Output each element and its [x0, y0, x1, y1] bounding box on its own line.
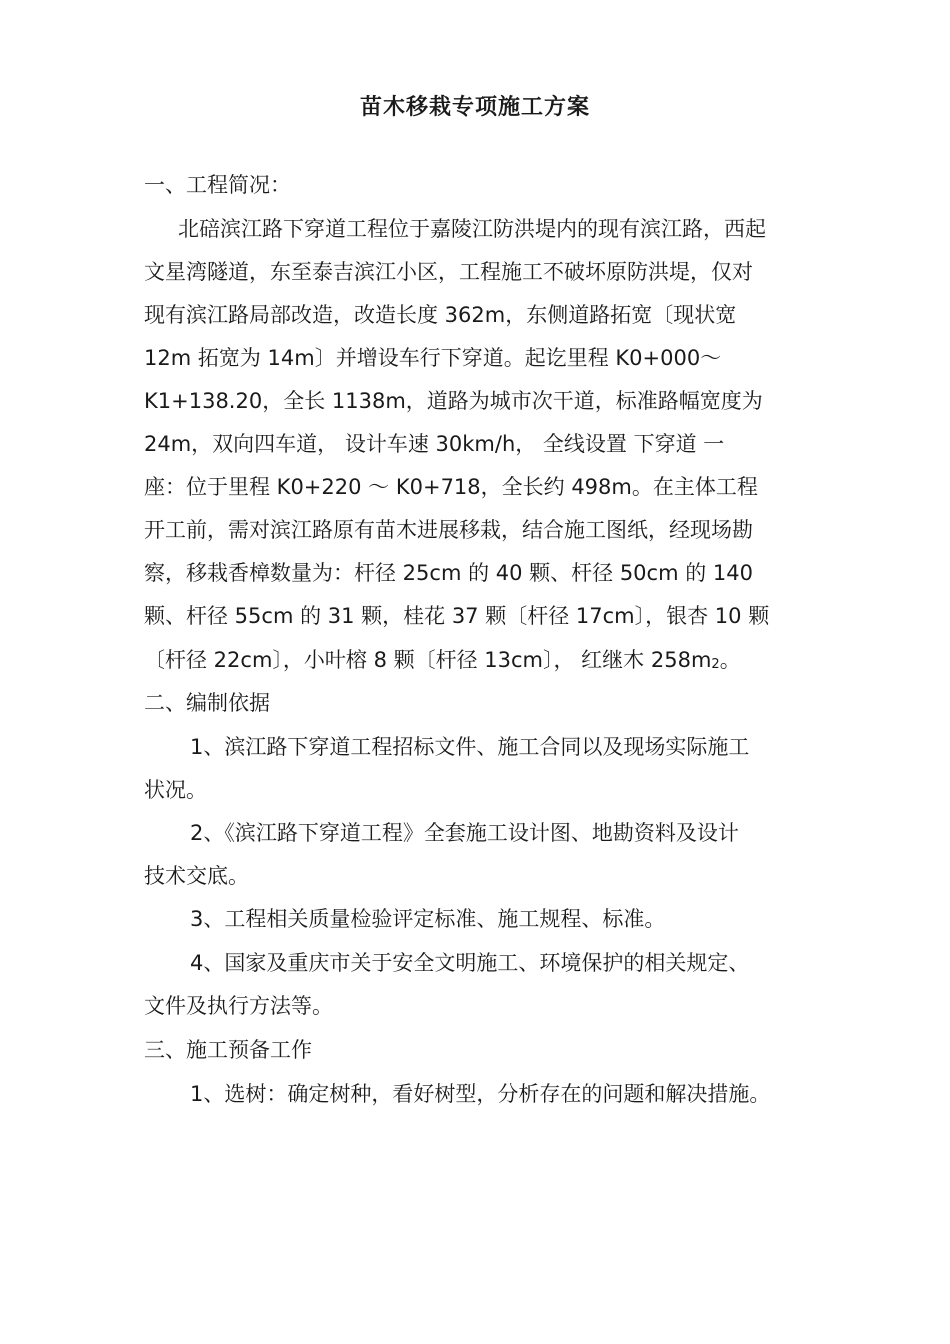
list-item: 1、选树：确定树种，看好树型，分析存在的问题和解决措施。	[190, 1082, 771, 1106]
paragraph-line: K1+138.20，全长 1138m，道路为城市次干道，标准路幅宽度为	[144, 389, 763, 413]
list-item-cont: 技术交底。	[144, 864, 249, 888]
list-item: 3、工程相关质量检验评定标准、施工规程、标准。	[190, 907, 666, 931]
paragraph-line: 12m 拓宽为 14m〕并增设车行下穿道。起讫里程 K0+000～	[144, 346, 722, 370]
list-item: 2、《滨江路下穿道工程》全套施工设计图、地勘资料及设计	[190, 821, 739, 845]
list-item-cont: 状况。	[144, 778, 207, 802]
paragraph-line: 察，移栽香樟数量为：杆径 25cm 的 40 颗、杆径 50cm 的 140	[144, 561, 753, 585]
paragraph-line: 24m，双向四车道， 设计车速 30km/h， 全线设置 下穿道 一	[144, 432, 725, 456]
superscript-unit: 2	[711, 657, 720, 672]
paragraph-line: 现有滨江路局部改造，改造长度 362m，东侧道路拓宽〔现状宽	[144, 303, 737, 327]
paragraph-tail: 。	[719, 648, 741, 672]
document-title: 苗木移栽专项施工方案	[359, 95, 590, 120]
section-heading-1: 一、工程简况：	[144, 173, 291, 197]
section-heading-2: 二、编制依据	[144, 691, 270, 715]
list-item: 4、国家及重庆市关于安全文明施工、环境保护的相关规定、	[190, 951, 750, 975]
paragraph-line: 颗、杆径 55cm 的 31 颗，桂花 37 颗〔杆径 17cm〕，银杏 10 颗	[144, 604, 770, 628]
paragraph-line: 开工前，需对滨江路原有苗木进展移栽，结合施工图纸，经现场勘	[144, 518, 753, 542]
paragraph-line-last	[144, 645, 741, 680]
list-item-cont: 文件及执行方法等。	[144, 994, 333, 1018]
paragraph-line: 文星湾隧道，东至泰吉滨江小区，工程施工不破坏原防洪堤，仅对	[144, 260, 753, 284]
section-heading-3: 三、施工预备工作	[144, 1038, 312, 1062]
paragraph-text: 〔杆径 22cm〕，小叶榕 8 颗〔杆径 13cm〕， 红继木 258m	[144, 648, 712, 672]
paragraph-line: 北碚滨江路下穿道工程位于嘉陵江防洪堤内的现有滨江路，西起	[178, 217, 766, 241]
paragraph-line: 座：位于里程 K0+220 ～ K0+718，全长约 498m。在主体工程	[144, 475, 758, 499]
list-item: 1、滨江路下穿道工程招标文件、施工合同以及现场实际施工	[190, 735, 750, 759]
